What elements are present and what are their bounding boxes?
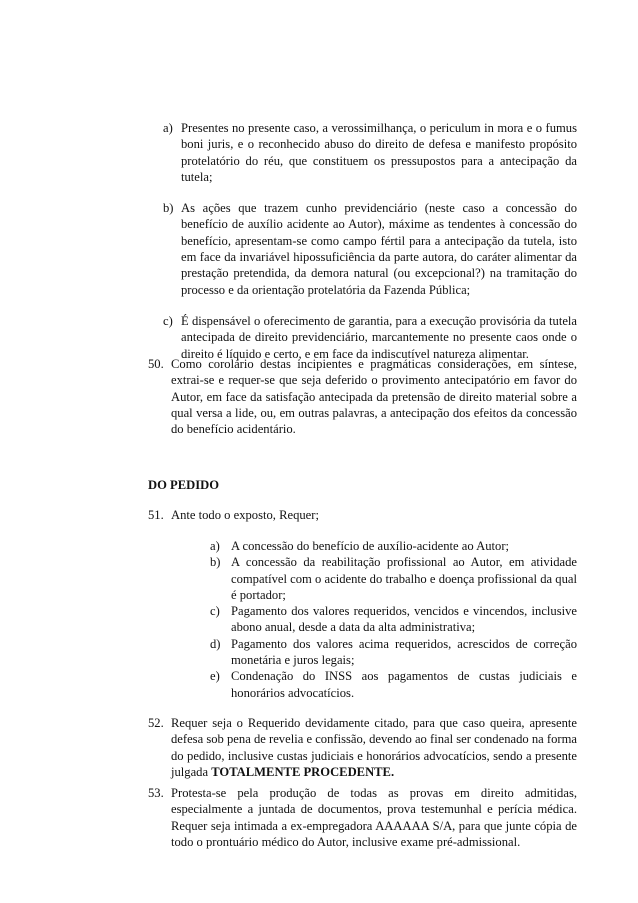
paragraph-number: 50. [148, 357, 164, 371]
list-item-label: b) [163, 201, 174, 216]
section-heading: DO PEDIDO [148, 478, 220, 492]
request-label: a) [210, 539, 220, 553]
paragraph-text: Protesta-se pela produção de todas as provas em direito admitidas, especialmente a juntada de documentos, prova testemunhal e perícia médica. Requer seja intimada a ex-empregadora AAAAAA S/A, para que junte cópia de todo o prontuário médico do Autor, inclusive exame pré-admissional. [171, 786, 577, 849]
paragraph-53 [148, 785, 577, 850]
request-text: Condenação do INSS aos pagamentos de custas judiciais e honorários advocatícios. [231, 669, 577, 700]
request-item-e [210, 668, 577, 701]
request-text: Pagamento dos valores requeridos, vencidos e vincendos, inclusive abono anual, desde a data da alta administrativa; [231, 604, 577, 635]
request-label: d) [210, 636, 221, 651]
request-text: A concessão da reabilitação profissional ao Autor, em atividade compatível com o acidente do trabalho e doença profissional da qual é portador; [231, 555, 577, 602]
list-item-text: As ações que trazem cunho previdenciário (neste caso a concessão do benefício de auxílio acidente ao Autor), máxime as tendentes à concessão do benefício, apresentam-se como campo fértil para a antecipação da tutela, isto em face da invariável hipossuficiência da parte autora, do caráter alimentar da prestação pretendida, da demora natural (ou excepcional?) na tramitação do processo e da orientação protelatória da Fazenda Pública; [181, 201, 577, 297]
paragraph-text: Requer seja o Requerido devidamente citado, para que caso queira, apresente defesa sob pena de revelia e confissão, devendo ao final ser condenado na forma do pedido, inclusive custas judiciais e honorários advocatícios, sendo a presente julgada [171, 716, 577, 779]
paragraph-50 [148, 356, 577, 437]
list-item-label: c) [163, 313, 173, 328]
requests-list [210, 538, 577, 701]
list-item-label: a) [163, 121, 173, 135]
paragraph-number: 51. [148, 508, 164, 522]
paragraph-text: Como corolário destas incipientes e pragmáticas considerações, em síntese, extrai-se e requer-se que seja deferido o provimento antecipatório em favor do Autor, em face da satisfação antecipada da pretensão de direito material sobre a qual versa a lide, ou, em outras palavras, a antecipação dos efeitos da concessão do benefício acidentário. [171, 357, 577, 437]
list-item-a [148, 120, 577, 185]
request-item-b [210, 554, 577, 603]
request-label: b) [210, 555, 221, 570]
top-list [148, 120, 577, 362]
list-item-text: Presentes no presente caso, a verossimilhança, o periculum in mora e o fumus boni juris, e o reconhecido abuso do direito de defesa e manifesto propósito protelatório do réu, que constituem os pressupostos para a antecipação da tutela; [181, 121, 577, 184]
request-item-d [210, 636, 577, 669]
paragraph-51 [148, 507, 577, 523]
request-label: c) [210, 604, 220, 619]
list-item-b [148, 200, 577, 298]
request-item-a [210, 538, 577, 554]
request-label: e) [210, 669, 220, 684]
request-text: Pagamento dos valores acima requeridos, acrescidos de correção monetária e juros legais; [231, 636, 577, 668]
paragraph-text: Ante todo o exposto, Requer; [171, 508, 319, 522]
paragraph-52 [148, 715, 577, 780]
list-item-c [148, 313, 577, 362]
list-item-text: É dispensável o oferecimento de garantia, para a execução provisória da tutela antecipada de direito previdenciário, marcantemente no presente caos onde o direito é líquido e certo, e em face da indiscutível natureza alimentar. [181, 313, 577, 361]
paragraph-number: 52. [148, 716, 164, 730]
paragraph-number: 53. [148, 786, 164, 800]
request-text: A concessão do benefício de auxílio-acidente ao Autor; [231, 539, 510, 553]
verdict-emphasis: TOTALMENTE PROCEDENTE. [211, 764, 395, 779]
request-item-c [210, 603, 577, 636]
